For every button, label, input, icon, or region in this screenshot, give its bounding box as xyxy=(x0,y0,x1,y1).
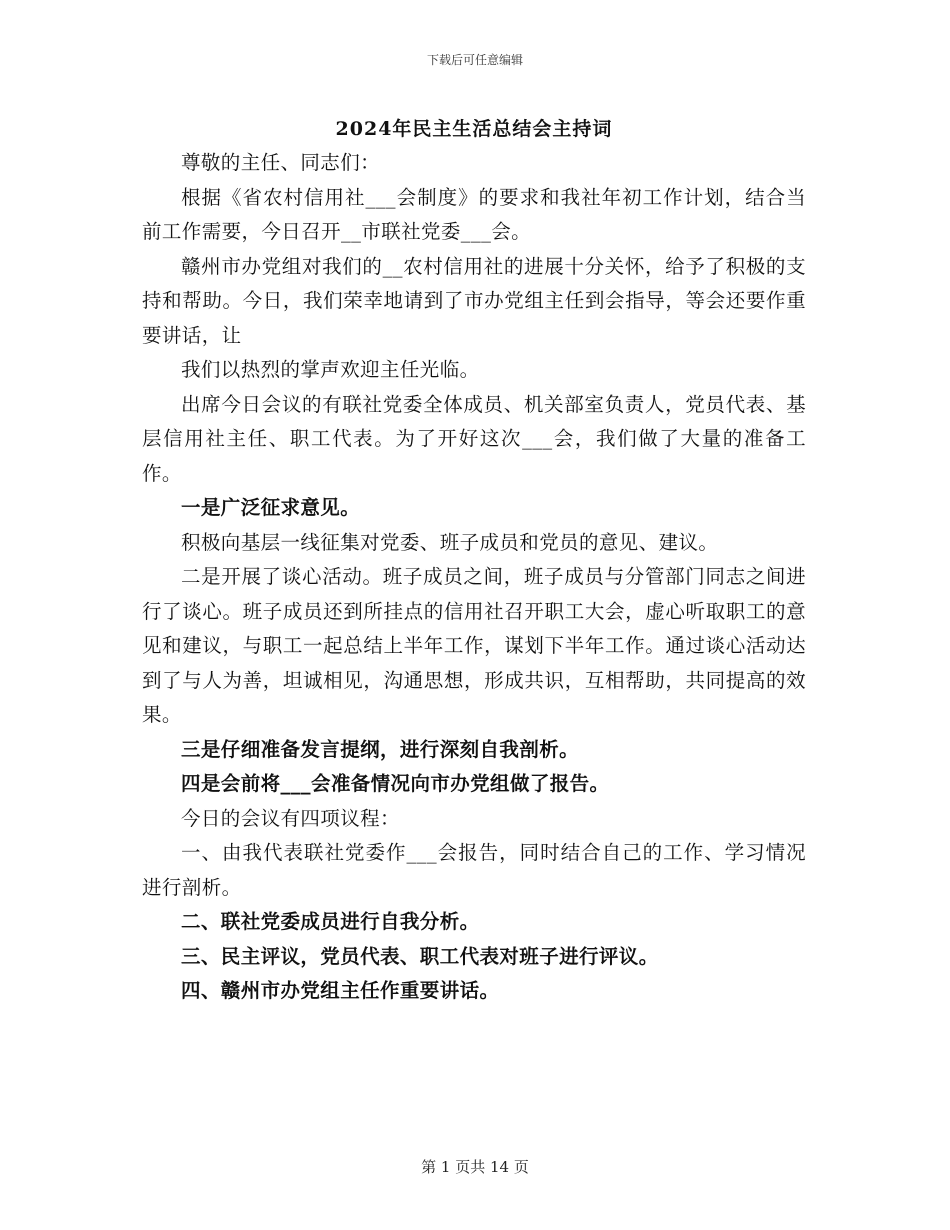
paragraph-list xyxy=(142,146,806,1009)
paragraph: 尊敬的主任、同志们： xyxy=(181,151,381,174)
paragraph: 一、由我代表联社党委作___会报告，同时结合自己的工作、学习情况进行剖析。 xyxy=(142,841,806,899)
paragraph: 根据《省农村信用社___会制度》的要求和我社年初工作计划，结合当前工作需要，今日召开__市联社党委___会。 xyxy=(142,185,806,243)
document-body xyxy=(142,112,806,1009)
paragraph: 赣州市办党组对我们的__农村信用社的进展十分关怀，给予了积极的支持和帮助。今日，我们荣幸地请到了市办党组主任到会指导，等会还要作重要讲话，让 xyxy=(142,254,806,347)
paragraph: 二是开展了谈心活动。班子成员之间，班子成员与分管部门同志之间进行了谈心。班子成员还到所挂点的信用社召开职工大会，虚心听取职工的意见和建议，与职工一起总结上半年工作，谋划下半年工作。通过谈心活动达到了与人为善，坦诚相见，沟通思想，形成共识，互相帮助，共同提高的效果。 xyxy=(142,565,806,726)
paragraph: 出席今日会议的有联社党委全体成员、机关部室负责人，党员代表、基层信用社主任、职工代表。为了开好这次___会，我们做了大量的准备工作。 xyxy=(142,392,806,485)
page-header-note: 下载后可任意编辑 xyxy=(426,53,523,67)
paragraph: 四是会前将___会准备情况向市办党组做了报告。 xyxy=(181,772,610,795)
paragraph: 四、赣州市办党组主任作重要讲话。 xyxy=(181,979,500,1002)
page-number: 第 1 页共 14 页 xyxy=(421,1158,529,1176)
paragraph: 二、联社党委成员进行自我分析。 xyxy=(181,910,480,933)
document-title: 2024年民主生活总结会主持词 xyxy=(335,118,613,140)
paragraph: 今日的会议有四项议程： xyxy=(181,806,400,830)
paragraph: 三、民主评议，党员代表、职工代表对班子进行评议。 xyxy=(181,944,659,968)
paragraph: 一是广泛征求意见。 xyxy=(181,496,361,519)
paragraph: 我们以热烈的掌声欢迎主任光临。 xyxy=(181,358,480,381)
paragraph: 三是仔细准备发言提纲，进行深刻自我剖析。 xyxy=(181,737,580,761)
paragraph: 积极向基层一线征集对党委、班子成员和党员的意见、建议。 xyxy=(181,530,719,554)
